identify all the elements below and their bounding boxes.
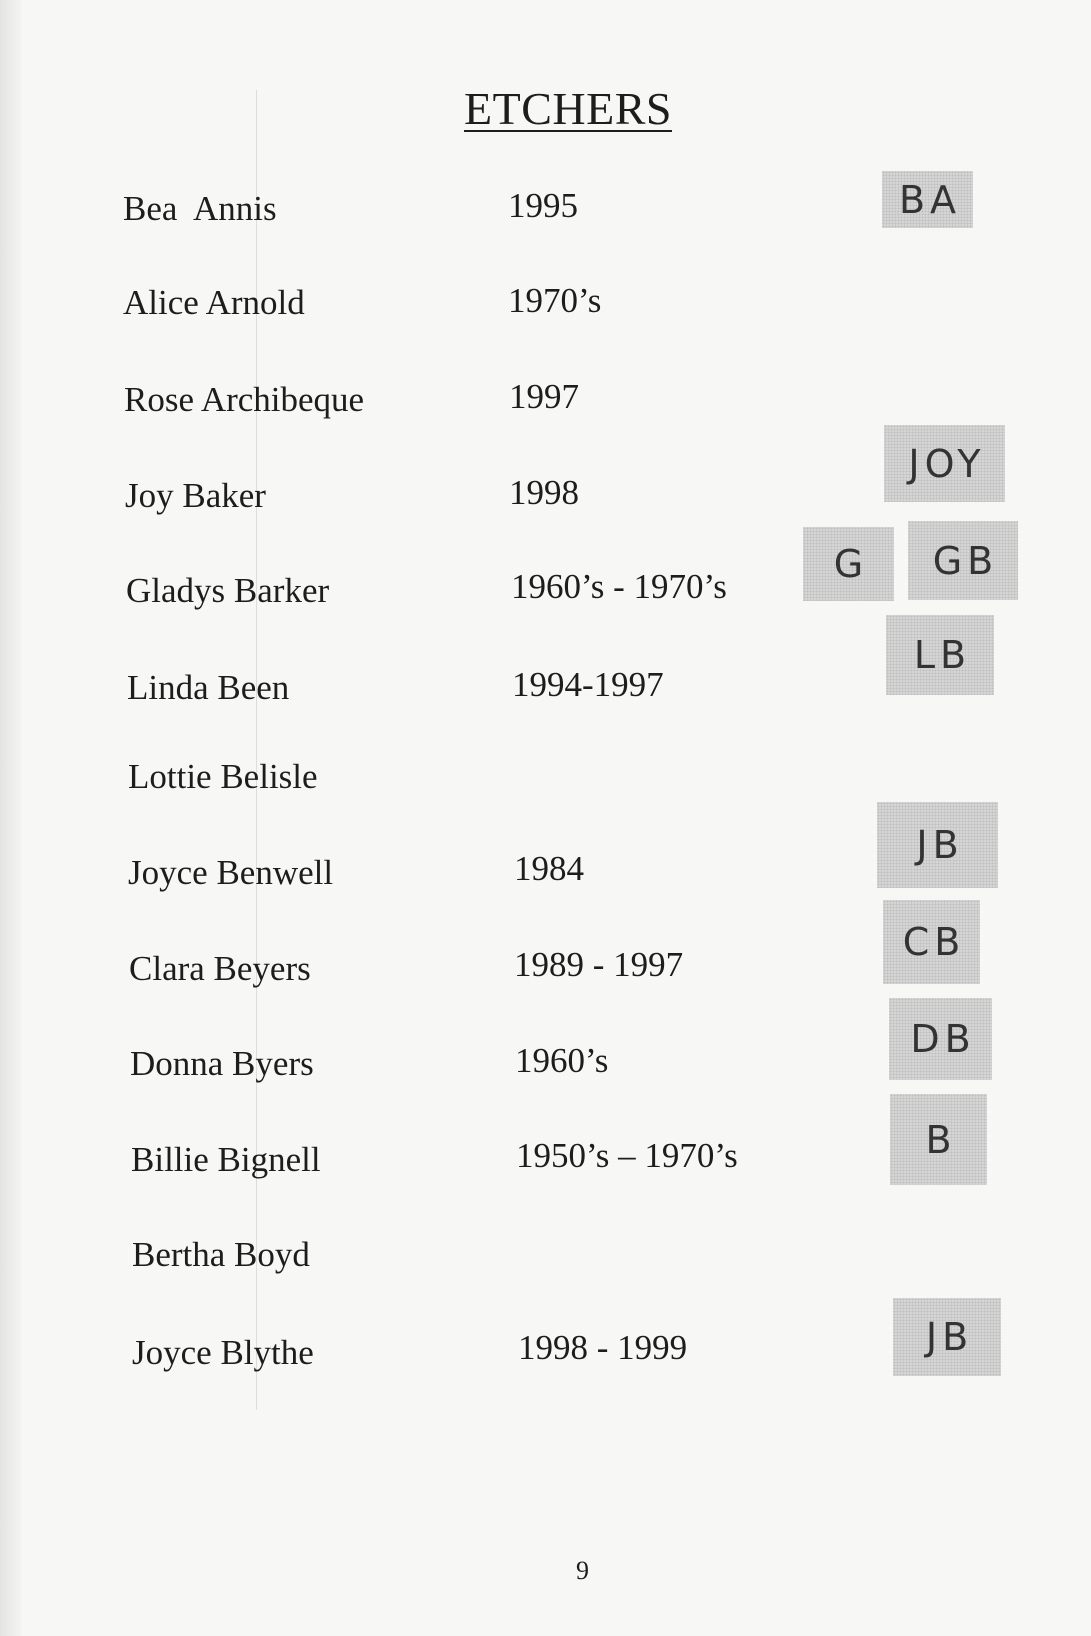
etcher-row [0, 1117, 1091, 1219]
etcher-row [0, 633, 1091, 747]
page-number: 9 [576, 1556, 589, 1585]
etcher-name: Donna Byers [130, 1044, 314, 1083]
etcher-mark: GB [908, 521, 1018, 600]
etcher-name: Linda Been [127, 668, 290, 707]
etcher-row [0, 175, 1091, 265]
etcher-name: Clara Beyers [129, 949, 311, 988]
etcher-years: 1960’s - 1970’s [511, 567, 727, 606]
etcher-mark: JB [893, 1298, 1001, 1376]
etcher-years: 1998 [509, 473, 579, 512]
etcher-name: Bea Annis [123, 189, 277, 228]
etcher-mark: BA [882, 171, 973, 228]
page-title: ETCHERS [464, 83, 672, 134]
etcher-name: Joyce Benwell [128, 853, 334, 892]
etcher-name: Bertha Boyd [132, 1235, 310, 1274]
etcher-years: 1997 [509, 377, 579, 416]
etcher-years: 1970’s [508, 281, 602, 320]
etcher-mark: G [803, 527, 894, 601]
etcher-name: Gladys Barker [126, 571, 330, 610]
etcher-name: Billie Bignell [131, 1140, 321, 1179]
etcher-years: 1989 - 1997 [514, 945, 684, 984]
etcher-row [0, 1315, 1091, 1411]
etcher-years: 1995 [508, 186, 578, 225]
etcher-mark: LB [886, 615, 994, 695]
etcher-name: Joy Baker [125, 476, 266, 515]
etcher-name: Rose Archibeque [124, 380, 365, 419]
etcher-years: 1950’s – 1970’s [516, 1136, 738, 1175]
etcher-row [0, 272, 1091, 362]
etcher-years: 1984 [514, 849, 584, 888]
etcher-mark: JOY [884, 425, 1005, 502]
etcher-years: 1960’s [515, 1041, 609, 1080]
etcher-mark: DB [889, 998, 992, 1080]
etcher-mark: JB [877, 802, 998, 888]
etcher-name: Lottie Belisle [128, 757, 318, 796]
etcher-name: Joyce Blythe [132, 1333, 314, 1372]
etcher-name: Alice Arnold [123, 283, 305, 322]
etcher-mark: CB [883, 900, 980, 984]
etcher-years: 1998 - 1999 [518, 1328, 688, 1367]
etcher-years: 1994-1997 [512, 665, 664, 704]
etcher-mark: B [890, 1094, 987, 1185]
